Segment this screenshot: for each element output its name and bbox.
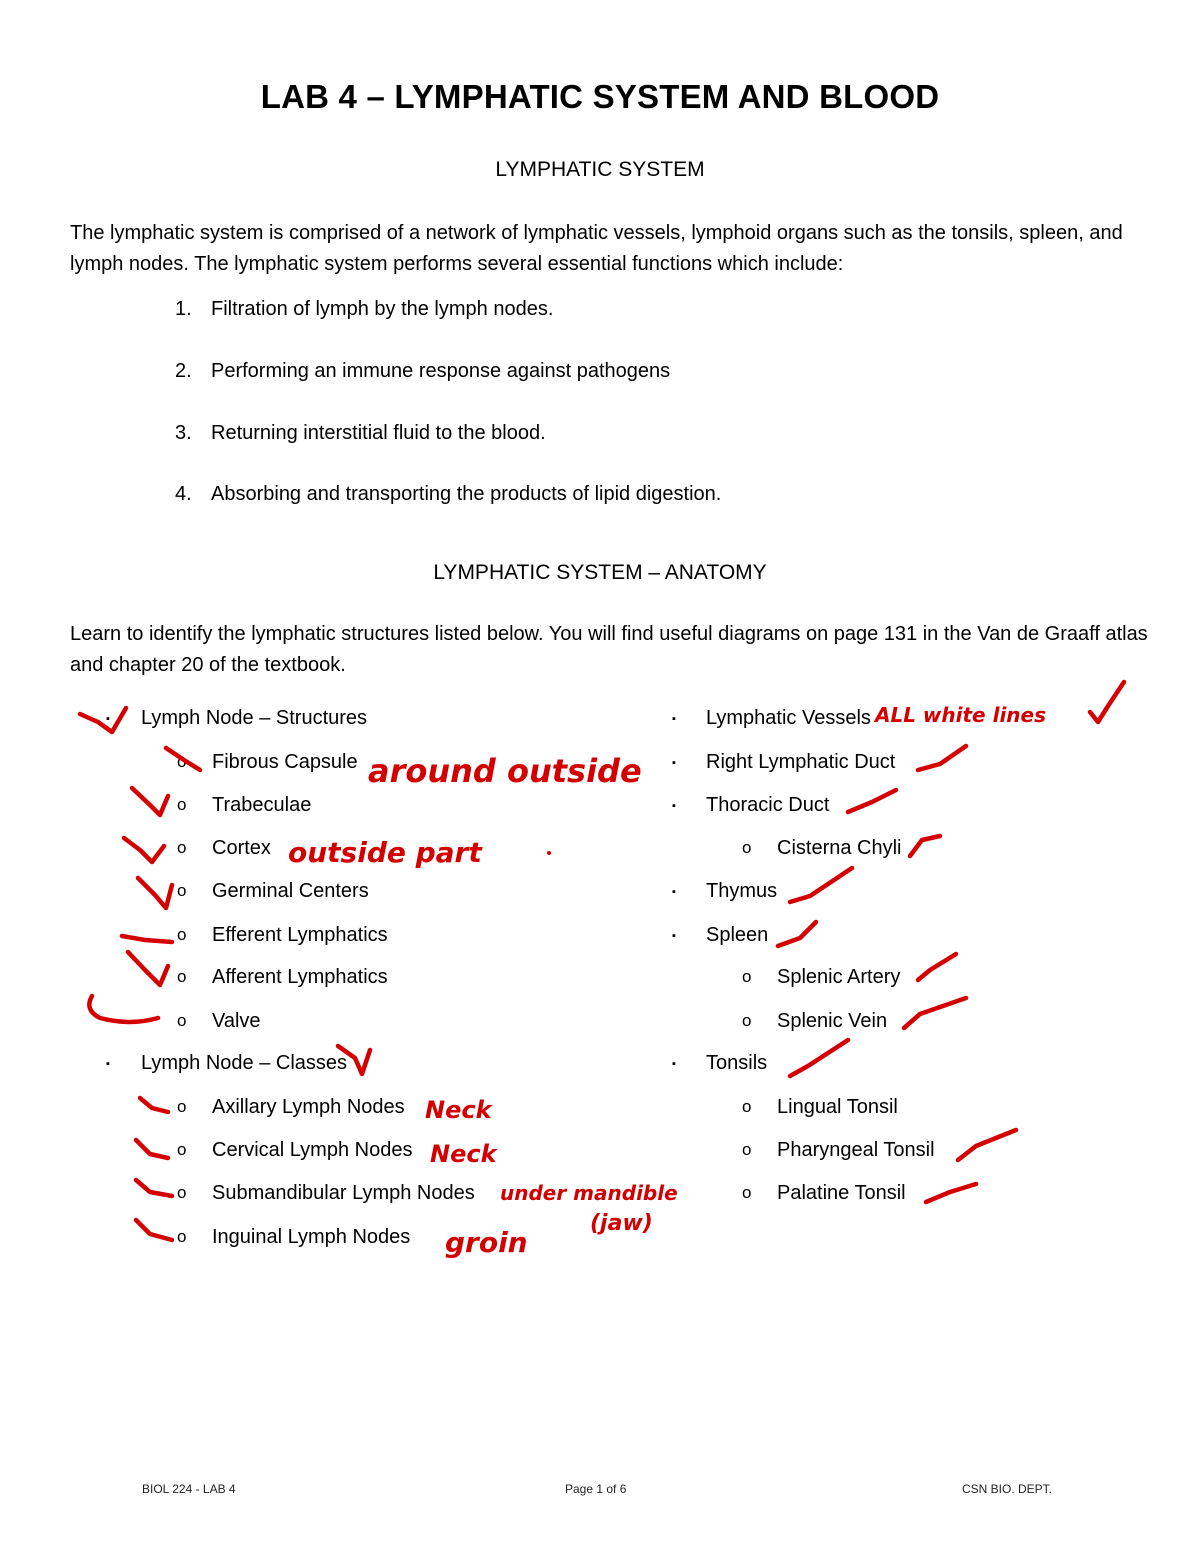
- circle-bullet: o: [177, 925, 187, 944]
- check-mark-icon: [122, 936, 172, 942]
- circle-bullet: o: [742, 967, 752, 986]
- check-mark-icon: [790, 1040, 848, 1076]
- check-mark-icon: [136, 1180, 172, 1196]
- square-bullet: ▪: [672, 886, 676, 898]
- circle-bullet: o: [177, 752, 187, 771]
- list-item: Splenic Artery: [777, 966, 901, 988]
- check-mark-icon: [926, 1184, 976, 1202]
- list-item: Axillary Lymph Nodes: [212, 1096, 405, 1118]
- circle-bullet: o: [742, 838, 752, 857]
- annotation-text: groin: [445, 1226, 528, 1259]
- list-item: Submandibular Lymph Nodes: [212, 1182, 475, 1204]
- function-item: [175, 483, 721, 506]
- list-item: Efferent Lymphatics: [212, 924, 388, 946]
- ink-dot: [547, 851, 551, 855]
- check-mark-icon: [124, 838, 164, 862]
- circle-bullet: o: [177, 838, 187, 857]
- function-number: 4.: [175, 483, 192, 505]
- annotation-text: outside part: [288, 836, 482, 869]
- list-item: Palatine Tonsil: [777, 1182, 906, 1204]
- function-text: Returning interstitial fluid to the blood.: [211, 422, 546, 444]
- list-item: Cortex: [212, 837, 271, 859]
- circle-bullet: o: [177, 1183, 187, 1202]
- check-mark-icon: [140, 1098, 168, 1112]
- footer-page-number: Page 1 of 6: [565, 1482, 627, 1496]
- list-item: Spleen: [706, 924, 769, 946]
- footer-right: CSN BIO. DEPT.: [962, 1482, 1053, 1496]
- page-title: LAB 4 – LYMPHATIC SYSTEM AND BLOOD: [260, 78, 940, 115]
- square-bullet: ▪: [672, 757, 676, 769]
- check-mark-icon: [790, 868, 852, 902]
- check-mark-icon: [904, 998, 966, 1028]
- circle-bullet: o: [177, 1140, 187, 1159]
- square-bullet: ▪: [672, 1058, 676, 1070]
- circle-bullet: o: [742, 1140, 752, 1159]
- check-mark-icon: [132, 788, 168, 815]
- list-item: Valve: [212, 1010, 261, 1032]
- square-bullet: ▪: [106, 713, 110, 725]
- list-item: Fibrous Capsule: [212, 751, 358, 773]
- list-item: Tonsils: [706, 1052, 768, 1074]
- list-item: Lingual Tonsil: [777, 1096, 898, 1118]
- check-mark-icon: [918, 746, 966, 770]
- list-item: Thoracic Duct: [706, 794, 830, 816]
- list-item: Splenic Vein: [777, 1010, 888, 1032]
- annotation-text: under mandible: [500, 1181, 678, 1205]
- list-item: Cervical Lymph Nodes: [212, 1139, 413, 1161]
- list-item: Trabeculae: [212, 794, 312, 816]
- function-text: Filtration of lymph by the lymph nodes.: [211, 298, 554, 320]
- list-item: Cisterna Chyli: [777, 837, 902, 859]
- check-mark-icon: [1090, 682, 1124, 722]
- function-number: 1.: [175, 298, 192, 320]
- function-item: [175, 360, 670, 383]
- function-number: 3.: [175, 422, 192, 444]
- circle-bullet: o: [177, 795, 187, 814]
- annotation-text: around outside: [368, 752, 642, 790]
- annotation-text: Neck: [425, 1096, 492, 1124]
- check-mark-icon: [136, 1220, 172, 1240]
- list-item: Germinal Centers: [212, 880, 369, 902]
- circle-bullet: o: [742, 1097, 752, 1116]
- list-item: Right Lymphatic Duct: [706, 751, 896, 773]
- intro-paragraph: The lymphatic system is comprised of a network of lymphatic vessels, lymphoid organs such as the tonsils, spleen, and lymph nodes. The lymphatic system performs several essential functions which include:: [70, 222, 1123, 275]
- check-mark-icon: [918, 954, 956, 980]
- anatomy-intro-paragraph: Learn to identify the lymphatic structures listed below. You will find useful diagrams on page 131 in the Van de Graaff atlas and chapter 20 of the textbook.: [70, 623, 1148, 676]
- check-mark-icon: [910, 836, 940, 856]
- function-text: Absorbing and transporting the products of lipid digestion.: [211, 483, 722, 505]
- annotation-text: Neck: [430, 1140, 497, 1168]
- check-mark-icon: [80, 708, 126, 732]
- list-item-lymph-node-structures: Lymph Node – Structures: [141, 707, 368, 729]
- annotation-text: ALL white lines: [875, 703, 1047, 727]
- list-item: Lymphatic Vessels: [706, 707, 871, 729]
- section-heading-lymphatic-system: LYMPHATIC SYSTEM: [495, 158, 705, 181]
- check-mark-icon: [89, 996, 158, 1022]
- function-item: [175, 298, 553, 321]
- check-mark-icon: [958, 1130, 1016, 1160]
- circle-bullet: o: [177, 967, 187, 986]
- circle-bullet: o: [177, 881, 187, 900]
- function-item: [175, 422, 546, 445]
- footer-left: BIOL 224 - LAB 4: [142, 1482, 236, 1496]
- list-item: Inguinal Lymph Nodes: [212, 1226, 411, 1248]
- circle-bullet: o: [742, 1011, 752, 1030]
- check-mark-icon: [138, 878, 172, 908]
- circle-bullet: o: [177, 1227, 187, 1246]
- check-mark-icon: [128, 952, 168, 985]
- square-bullet: ▪: [106, 1058, 110, 1070]
- check-mark-icon: [136, 1140, 168, 1158]
- check-mark-icon: [848, 790, 896, 812]
- list-item: Pharyngeal Tonsil: [777, 1139, 935, 1161]
- square-bullet: ▪: [672, 800, 676, 812]
- function-number: 2.: [175, 360, 192, 382]
- circle-bullet: o: [177, 1097, 187, 1116]
- list-item: Thymus: [706, 880, 778, 902]
- list-item: Afferent Lymphatics: [212, 966, 388, 988]
- list-item-lymph-node-classes: Lymph Node – Classes: [141, 1052, 348, 1074]
- circle-bullet: o: [177, 1011, 187, 1030]
- annotation-text: (jaw): [590, 1211, 653, 1236]
- check-mark-icon: [778, 922, 816, 946]
- section-heading-anatomy: LYMPHATIC SYSTEM – ANATOMY: [433, 561, 767, 584]
- circle-bullet: o: [742, 1183, 752, 1202]
- square-bullet: ▪: [672, 930, 676, 942]
- square-bullet: ▪: [672, 713, 676, 725]
- function-text: Performing an immune response against pathogens: [211, 360, 671, 382]
